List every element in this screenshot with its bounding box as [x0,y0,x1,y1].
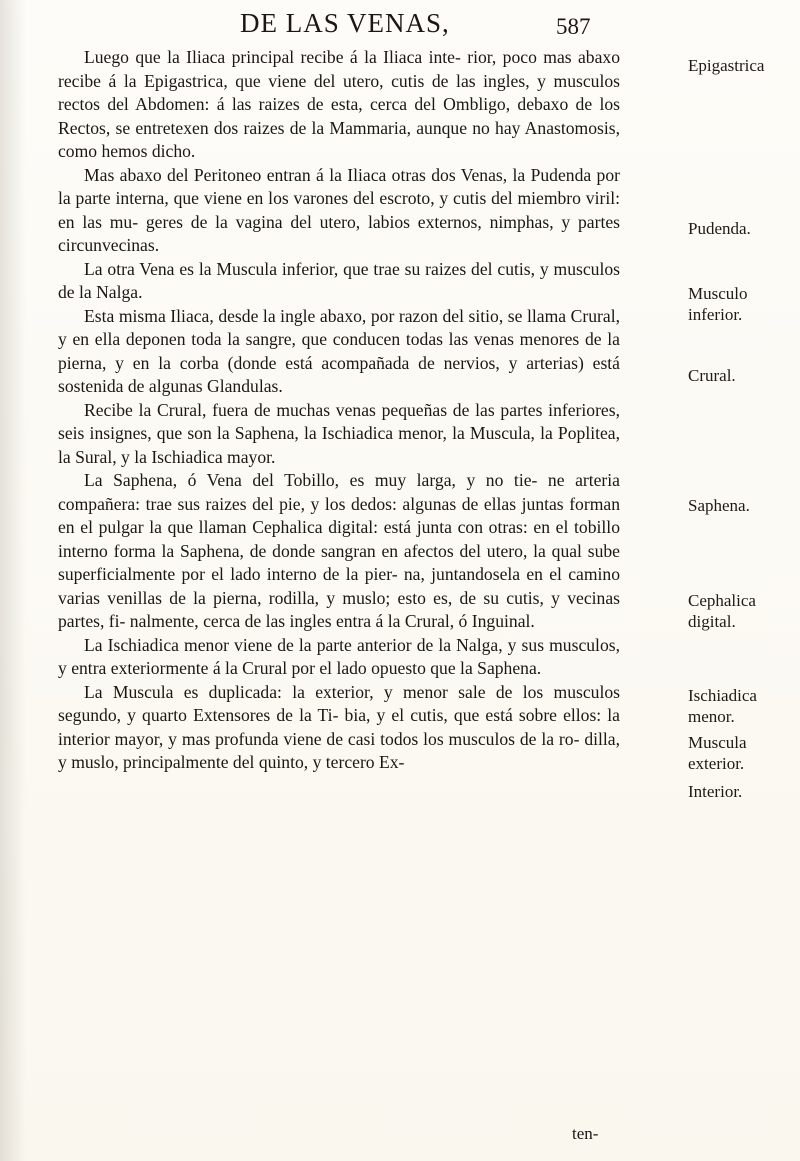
paragraph-pudenda: Mas abaxo del Peritoneo entran á la Iliaca otras dos Venas, la Pudenda por la parte interna, que viene en los varones del escroto, y cutis del miembro viril: en las mu- geres de la vagina del utero, labios externos, nimphas, y partes circunvecinas. [58,164,620,255]
margin-note-ischiadica: Ischiadica [688,686,757,705]
paragraph-muscula: La Muscula es duplicada: la exterior, y menor sale de los musculos segundo, y quarto Extensores de la Ti- bia, y el cutis, que está sobre ellos: la interior mayor, y mas profunda viene de casi todos los musculos de la ro- dilla, y muslo, principalmente del quinto, y tercero Ex- [58,681,620,772]
margin-note-muscula: Muscula [688,733,747,752]
margin-note-exterior: exterior. [688,754,745,773]
paragraph-epigastrica: Luego que la Iliaca principal recibe á la Iliaca inte- rior, poco mas abaxo recibe á la Epigastrica, que viene del utero, cutis de las ingles, y musculos rectos del Abdomen: á las raizes de esta, cerca del Ombligo, debaxo de los Rectos, se entretexen dos raizes de la Mammaria, aunque no hay Anastomosis, como hemos dicho. [58,47,620,161]
paragraph-saphena: La Saphena, ó Vena del Tobillo, es muy larga, y no tie- ne arteria compañera: trae sus raizes del pie, y los dedos: algunas de ellas juntas forman en el pulgar la que llaman Cephalica digital: está junta con otras: en el tobillo interno forma la Saphena, de donde sangran en afectos del utero, la qual sube superficialmente por el lado interno de la pier- na, juntandosela en el camino varias venillas de la pierna, rodilla, y muslo; esto es, de su cutis, y vecinas partes, fi- nalmente, cerca de las ingles entra á la Crural, ó Inguinal. [58,470,620,631]
page-number: 587 [556,14,591,39]
margin-note-pudenda: Pudenda. [688,219,751,238]
paragraph-crural: Esta misma Iliaca, desde la ingle abaxo, por razon del sitio, se llama Crural, y en ella deponen toda la sangre, que conducen todas las venas menores de la pierna, y en la corba (donde está acompañada de nervios, y arterias) está sostenida de algunas Glandulas. [58,305,620,396]
margin-note-musculo: Musculo [688,284,748,303]
paragraph-muscula-inferior: La otra Vena es la Muscula inferior, que trae su raizes del cutis, y musculos de la Nalga. [58,258,620,302]
margin-note-crural: Crural. [688,366,736,385]
margin-note-epigastrica: Epigastrica [688,56,765,75]
catchword: ten- [572,1124,599,1143]
margin-note-digital: digital. [688,612,736,631]
margin-note-cephalica: Cephalica [688,591,756,610]
paragraph-ischiadica-menor: La Ischiadica menor viene de la parte anterior de la Nalga, y sus musculos, y entra exteriormente á la Crural por el lado opuesto que la Saphena. [58,634,620,678]
margin-note-saphena: Saphena. [688,496,750,515]
margin-note-interior: Interior. [688,782,743,801]
paragraph-crural-branches: Recibe la Crural, fuera de muchas venas pequeñas de las partes inferiores, seis insignes, que son la Saphena, la Ischiadica menor, la Muscula, la Poplitea, la Sural, y la Ischiadica mayor. [58,399,620,467]
margin-note-menor: menor. [688,707,735,726]
running-head: DE LAS VENAS, [240,8,450,38]
margin-note-inferior: inferior. [688,305,743,324]
